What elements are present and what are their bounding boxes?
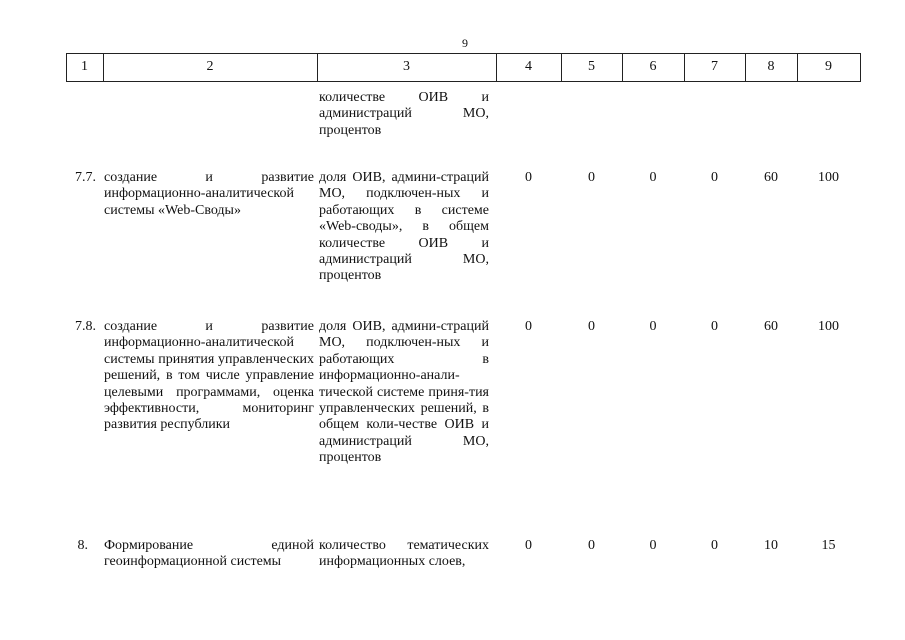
value-cell: 15: [821, 538, 836, 553]
indicator-cell: количество тематических информационных слоев,: [319, 538, 489, 570]
column-header: 9: [825, 59, 832, 74]
value-cell: 0: [649, 170, 657, 185]
value-cell: 60: [764, 170, 778, 185]
value-cell: 100: [818, 319, 839, 334]
value-cell: 0: [588, 170, 595, 185]
value-cell: 0: [525, 170, 532, 185]
value-cell: 10: [764, 538, 778, 553]
value-cell: 0: [711, 538, 718, 553]
value-cell: 0: [525, 538, 532, 553]
value-cell: 60: [764, 319, 778, 334]
value-cell: 0: [525, 319, 532, 334]
value-cell: 0: [649, 319, 657, 334]
row-number: 7.8.: [75, 319, 96, 334]
column-header: 1: [81, 59, 88, 74]
value-cell: 0: [711, 170, 718, 185]
row-number: 8.: [77, 538, 88, 553]
column-header: 6: [649, 59, 657, 74]
value-cell: 0: [588, 538, 595, 553]
column-header: 3: [403, 59, 410, 74]
column-header: 2: [206, 59, 214, 74]
value-cell: 0: [588, 319, 595, 334]
value-cell: 0: [649, 538, 657, 553]
column-header: 7: [711, 59, 718, 74]
page-number: 9: [462, 36, 468, 50]
indicator-cell: количестве ОИВ и администраций МО, процентов: [319, 90, 489, 138]
header-bottom-border: [66, 81, 860, 82]
column-header: 8: [767, 59, 775, 74]
header-divider: [860, 53, 861, 82]
header-top-border: [66, 53, 860, 54]
column-header: 5: [588, 59, 595, 74]
row-number: 7.7.: [75, 170, 96, 185]
column-header: 4: [525, 59, 532, 74]
value-cell: 0: [711, 319, 718, 334]
indicator-cell: доля ОИВ, админи-страций МО, подключен-ных и работающих в системе «Web-своды», в общем количестве ОИВ и администраций МО, процентов: [319, 170, 489, 284]
measure-name-cell: создание и развитие информационно-аналитической системы «Web-Своды»: [104, 170, 314, 218]
measure-name-cell: создание и развитие информационно-аналитической системы принятия управленческих решений, в том числе управление целевыми программами, оценка эффективности, мониторинг развития республики: [104, 319, 314, 433]
measure-name-cell: Формирование единой геоинформационной системы: [104, 538, 314, 570]
indicator-cell: доля ОИВ, админи-страций МО, подключен-ных и работающих в информационно-анали-тической системе приня-тия управленческих решений, в общем коли-честве ОИВ и администраций МО, процентов: [319, 319, 489, 466]
value-cell: 100: [818, 170, 839, 185]
